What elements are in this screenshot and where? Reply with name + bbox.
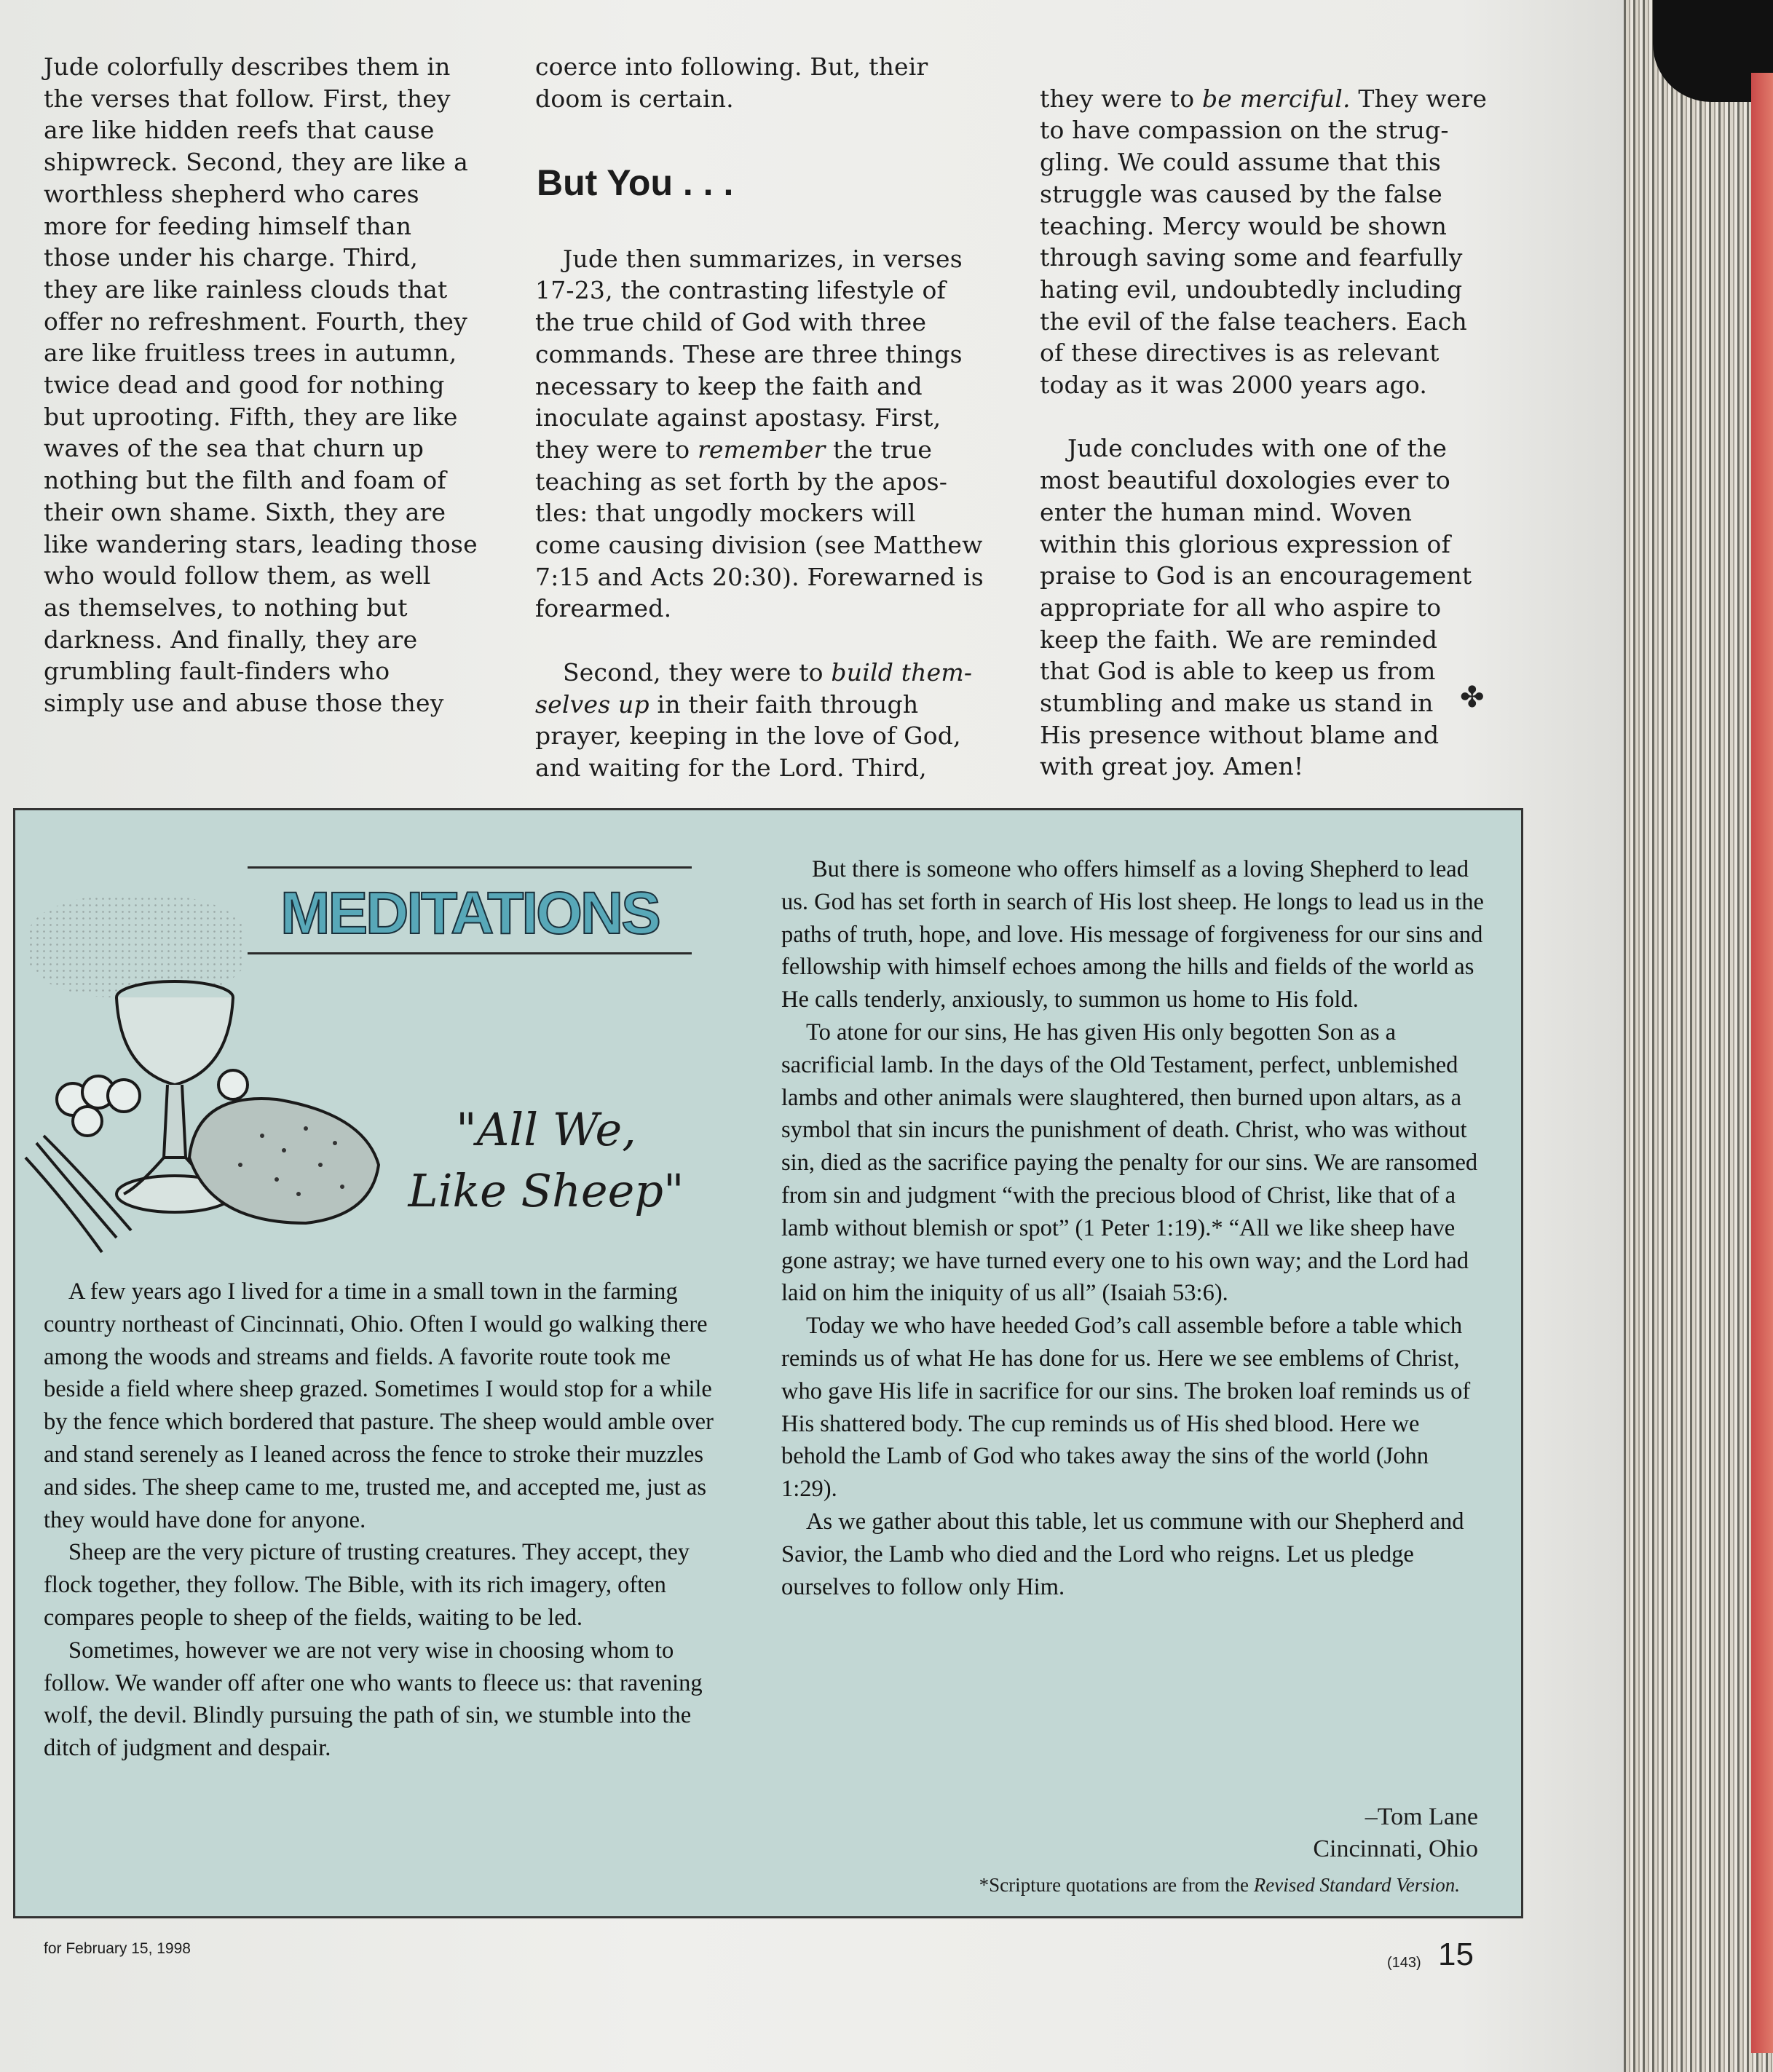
footer-date: for February 15, 1998 xyxy=(44,1940,191,1957)
article-paragraph: Jude then summarizes, in verses 17-23, the contrasting lifestyle of the true child of God with three commands. These are three things necessary to keep the faith and inoculate against apostasy. First, they were to remember the true teaching as set forth by the apos- tles: that ungodly mockers will come causing division (see Matthew 7:15 and Acts 20:30). Forewarned is forearmed. xyxy=(535,244,984,623)
footer-issue-page: (143) xyxy=(1387,1955,1421,1971)
meditation-paragraph: But there is someone who offers himself as a loving Shepherd to lead us. God has set forth in search of His lost sheep. He longs to lead us in the paths of truth, hope, and love. His message of forgiveness for our sins and fellowship with himself echoes among the hills and fields of the world as He calls tenderly, anxiously, to summon us home to His fold. xyxy=(781,856,1484,1013)
meditation-paragraph: A few years ago I lived for a time in a small town in the farming country northeast of Cincinnati, Ohio. Often I would go walking there among the woods and streams and fields. A favorite route took me beside a field where sheep grazed. Sometimes I would stop for a while by the fence which bordered that pasture. The sheep would amble over and stand serenely as I leaned across the fence to stroke their muzzles and sides. The sheep came to me, trusted me, and accepted me, just as they would have done for anyone. xyxy=(44,1278,714,1533)
footnote-prefix: *Scripture quotations are from the xyxy=(979,1874,1254,1896)
author-name: –Tom Lane xyxy=(1365,1803,1478,1830)
logo-text: MEDITATIONS xyxy=(280,880,659,946)
logo-bottom-rule xyxy=(248,952,692,954)
logo-top-rule xyxy=(248,866,692,869)
scripture-footnote xyxy=(801,1874,1460,1897)
communion-illustration xyxy=(22,976,386,1260)
meditation-paragraph: As we gather about this table, let us commune with our Shepherd and Savior, the Lamb who died and the Lord who reigns. Let us pledge ourselves to follow only Him. xyxy=(781,1508,1464,1600)
meditation-paragraph: Sometimes, however we are not very wise in choosing whom to follow. We wander off after one who wants to fleece us: that ravening wolf, the devil. Blindly pursuing the path of sin, we stumble into the ditch of judgment and despair. xyxy=(44,1637,703,1762)
meditation-title xyxy=(400,1099,692,1222)
article-column-2 xyxy=(535,211,987,815)
title-line-1: "All We, xyxy=(456,1103,636,1156)
article-column-3 xyxy=(1040,51,1506,815)
meditation-right-column xyxy=(781,853,1484,1603)
title-line-2: Like Sheep" xyxy=(408,1164,684,1217)
footnote-version: Revised Standard Version. xyxy=(1253,1874,1460,1896)
grape xyxy=(218,1070,248,1099)
end-mark-icon: ✤ xyxy=(1460,681,1485,714)
meditations-logo xyxy=(248,866,692,954)
cup-bowl xyxy=(117,997,233,1085)
page-number: 15 xyxy=(1438,1937,1474,1972)
author-location: Cincinnati, Ohio xyxy=(1313,1835,1478,1862)
book-page-edges xyxy=(1624,0,1773,2072)
meditation-left-column xyxy=(44,1276,735,1765)
article-column-2-top: coerce into following. But, their doom is certain. xyxy=(535,52,928,113)
grape xyxy=(108,1080,140,1112)
cup-stem xyxy=(164,1085,186,1158)
article-column-1: Jude colorfully describes them in the verses that follow. First, they are like hidden reefs that cause shipwreck. Second, they are like a worthless shepherd who cares more for feeding himself than those under his charge. Third, they are like rainless clouds that offer no refreshment. Fourth, they are like fruitless trees in autumn, twice dead and good for nothing but uprooting. Fifth, they are like waves of the sea that churn up nothing but the filth and foam of their own shame. Sixth, they are like wandering stars, leading those who would follow them, as well as themselves, to nothing but darkness. And finally, they are grumbling fault-finders who simply use and abuse those they xyxy=(44,52,478,718)
red-page-edge xyxy=(1751,73,1773,2053)
meditation-paragraph: Today we who have heeded God’s call assemble before a table which reminds us of what He has done for us. Here we see emblems of Christ, who gave His life in sacrifice for our sins. The broken loaf reminds us of His shattered body. The cup reminds us of His shed blood. Here we behold the Lamb of God who takes away the sins of the world (John 1:29). xyxy=(781,1313,1471,1503)
grape xyxy=(73,1107,102,1136)
article-paragraph: Second, they were to build them- selves up in their faith through prayer, keeping in the love of God, and waiting for the Lord. Third, xyxy=(535,657,973,782)
article-paragraph: they were to be merciful. They were to have compassion on the strug- gling. We could assume that this struggle was caused by the false teaching. Mercy would be shown through saving some and fearfully hating evil, undoubtedly including the evil of the false teachers. Each of these directives is as relevant today as it was 2000 years ago. xyxy=(1040,84,1488,400)
meditation-paragraph: To atone for our sins, He has given His only begotten Son as a sacrificial lamb. In the days of the Old Testament, perfect, unblemished lambs and other animals were slaughtered, then burned upon altars, as a symbol that sin incurs the punishment of death. Christ, who was without sin, died as the sacrifice paying the penalty for our sins. We are ransomed from sin and judgment “with the precious blood of Christ, like that of a lamb without blemish or spot” (1 Peter 1:19).* “All we like sheep have gone astray; we have turned every one to his own way; and the Lord had laid on him the iniquity of us all” (Isaiah 53:6). xyxy=(781,1019,1478,1307)
article-paragraph: Jude concludes with one of the most beautiful doxologies ever to enter the human mind. Woven within this glorious expression of praise to God is an encouragement appropriate for all who aspire to keep the faith. We are reminded that God is able to keep us from stumbling and make us stand in His presence without blame and with great joy. Amen! xyxy=(1040,434,1472,781)
section-heading: But You . . . xyxy=(537,162,734,203)
meditation-paragraph: Sheep are the very picture of trusting creatures. They accept, they flock together, they follow. The Bible, with its rich imagery, often compares people to sheep of the fields, waiting to be led. xyxy=(44,1539,690,1631)
